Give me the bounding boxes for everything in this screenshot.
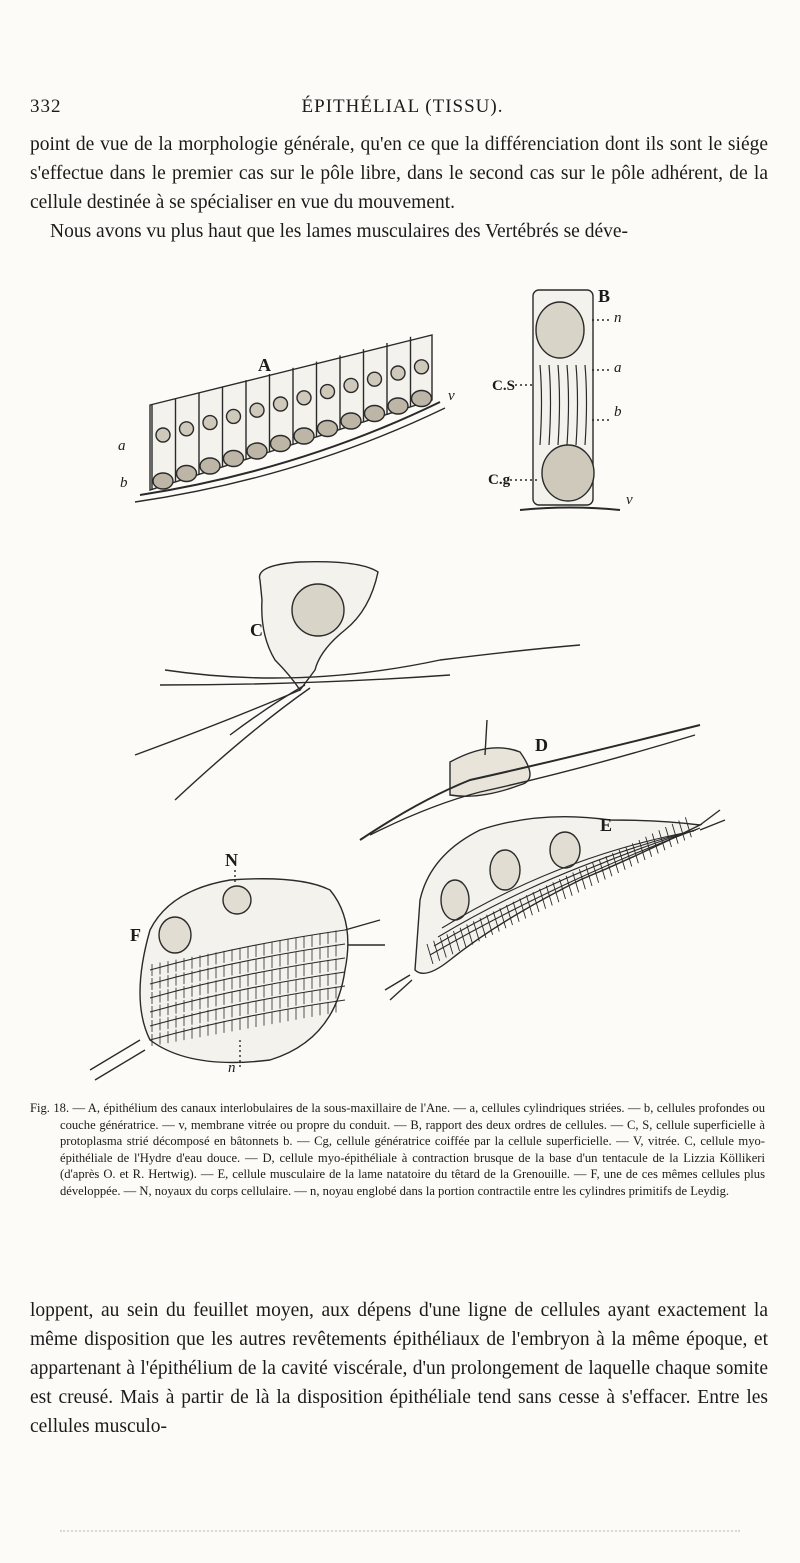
figure-caption: Fig. 18. — A, épithélium des canaux interlobulaires de la sous-maxillaire de l'Ane. — a, cellules cylindriques striées. — b, cellules profondes ou couche génératrice. — v, membrane vitrée ou propre du conduit. — B, rapport des deux ordres de cellules. — C, S, cellule superficielle à protoplasma strié décomposé en bâtonnets b. — Cg, cellule génératrice coiffée par la cellule superficielle. — V, vitrée. C, cellule myo-épithéliale de l'Hydre d'eau douce. — D, cellule myo-épithéliale à contraction brusque de la base d'un tentacule de la Lizzia Köllikeri (d'après O. et R. Hertwig). — E, cellule musculaire de la lame natatoire du têtard de la Grenouille. — F, une de ces mêmes cellules plus développée. — N, noyaux du corps cellulaire. — n, noyau englobé dans la portion contractile entre les cylindres primitifs de Leydig. — [30, 1101, 765, 1198]
label-d: D — [535, 735, 548, 755]
paragraph: Nous avons vu plus haut que les lames musculaires des Vertébrés se déve- — [50, 221, 629, 242]
label-cs: C.S — [492, 378, 515, 394]
label-n-f: n — [228, 1060, 236, 1076]
label-n-capital: N — [225, 850, 238, 870]
label-a: A — [258, 355, 271, 375]
figure-part-b-cells — [510, 290, 620, 510]
top-text-block — [30, 130, 768, 246]
figure-18 — [0, 280, 800, 1100]
label-n-b: n — [614, 310, 622, 326]
figure-illustration — [0, 280, 800, 1100]
label-cg: C.g — [488, 472, 511, 488]
label-b-b: b — [614, 404, 622, 420]
page-number: 332 — [30, 96, 62, 117]
footer-rule — [60, 1520, 740, 1532]
figure-part-e-cell — [385, 810, 725, 1000]
label-e: E — [600, 815, 613, 835]
label-b: B — [598, 286, 611, 306]
label-f: F — [130, 925, 141, 945]
paragraph: point de vue de la morphologie générale, qu'en ce que la différenciation dont ils sont le siége s'effectue dans le premier cas sur le pôle libre, dans le second cas sur le pôle adhérent, de la cellule destinée à se spécialiser en vue du mouvement. — [30, 134, 768, 213]
page-header — [30, 96, 775, 126]
label-a-b: a — [614, 360, 622, 376]
label-v-b: v — [626, 492, 633, 508]
paragraph: loppent, au sein du feuillet moyen, aux dépens d'une ligne de cellules ayant exactement la même disposition que les autres revêtements épithéliaux de l'embryon à la même époque, et appartenant à l'épithélium de la cavité viscérale, d'un prolongement de laquelle chaque somite est creusé. Mais à partir de là la disposition épithéliale tend sans cesse à s'effacer. Entre les cellules musculo- — [30, 1300, 768, 1437]
figure-part-f-cell — [90, 870, 385, 1080]
label-v-small: v — [448, 388, 455, 404]
label-b-small: b — [120, 475, 128, 491]
label-a-small: a — [118, 438, 126, 454]
running-title: ÉPITHÉLIAL (TISSU). — [301, 96, 504, 117]
figure-part-a-epithelium — [135, 335, 445, 502]
bottom-text-block — [30, 1296, 768, 1441]
label-c: C — [250, 620, 263, 640]
